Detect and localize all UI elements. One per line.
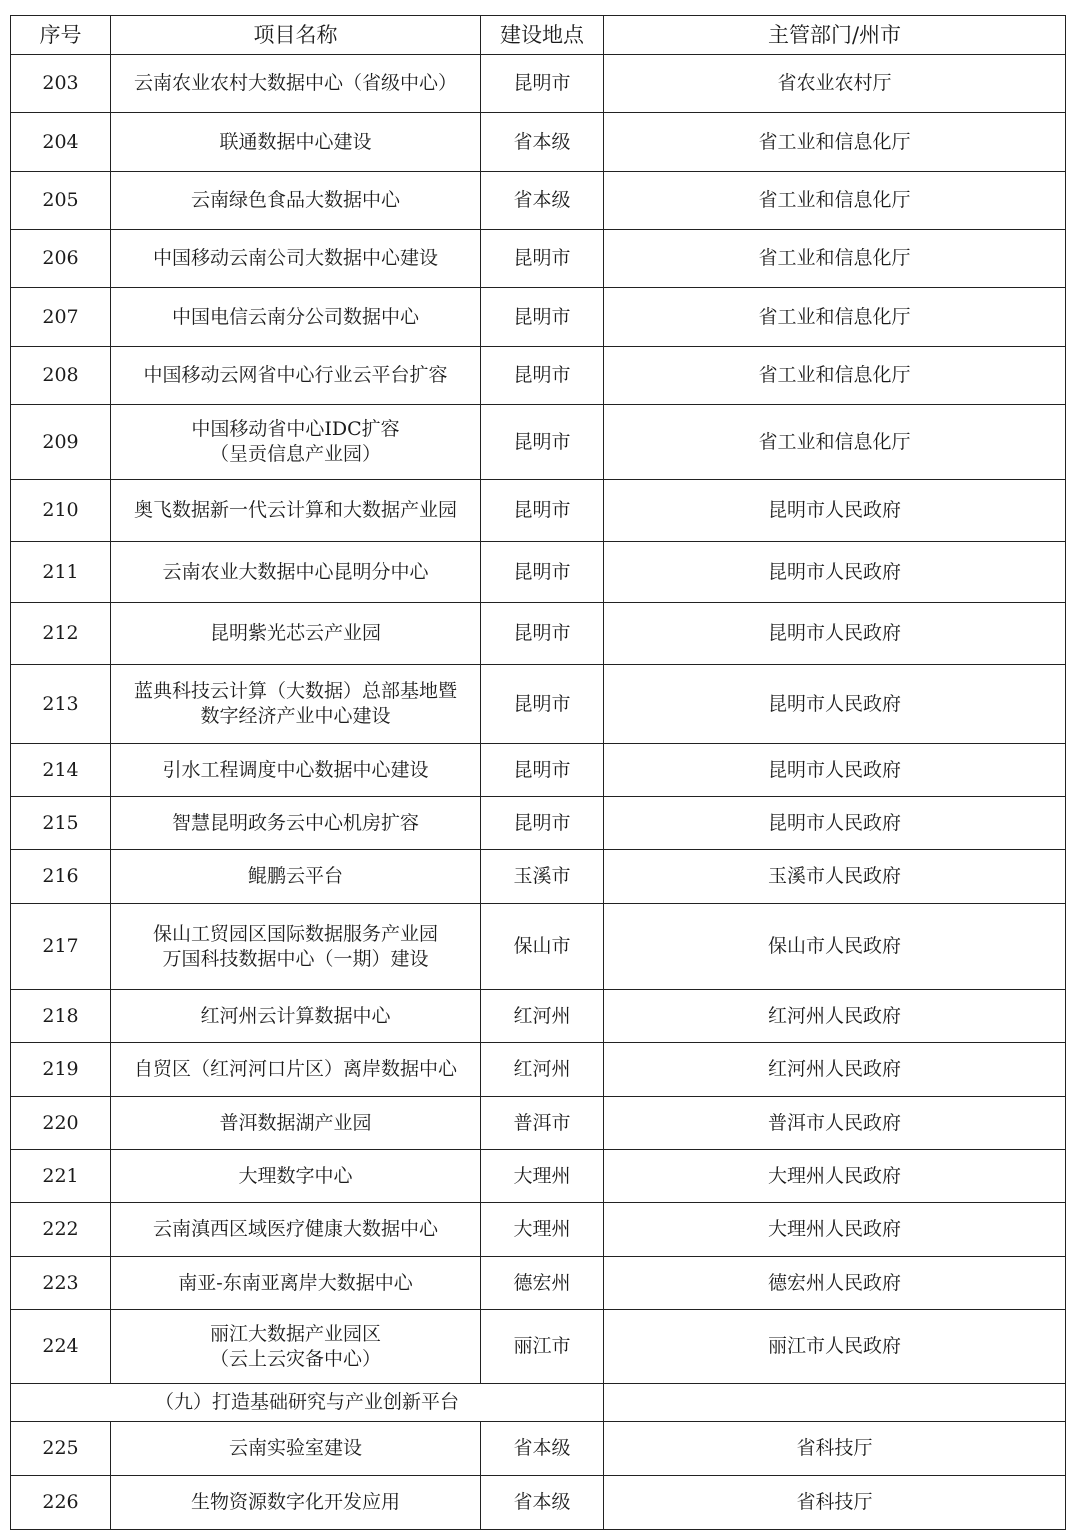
cell-name [111,542,481,603]
cell-name [111,665,481,744]
cell-no: 219 [11,1043,111,1097]
cell-department: 红河州人民政府 [604,990,1066,1043]
cell-department: 普洱市人民政府 [604,1097,1066,1150]
cell-location: 保山市 [481,904,604,990]
cell-name [111,1476,481,1530]
cell-department: 玉溪市人民政府 [604,850,1066,904]
cell-no: 211 [11,542,111,603]
cell-location: 省本级 [481,1422,604,1476]
cell-no: 208 [11,347,111,405]
cell-name [111,347,481,405]
cell-location: 昆明市 [481,288,604,347]
table-row [11,405,1066,480]
cell-location: 红河州 [481,1043,604,1097]
cell-name-line: 普洱数据湖产业园 [219,1111,372,1134]
cell-name-line: （云上云灾备中心） [209,1347,381,1370]
table-row [11,1203,1066,1257]
cell-no: 204 [11,113,111,172]
cell-name [111,1257,481,1310]
cell-name [111,1150,481,1203]
table-row [11,1476,1066,1530]
cell-no: 205 [11,172,111,230]
cell-location: 省本级 [481,1476,604,1530]
section-body [11,1384,1066,1422]
cell-department: 省科技厅 [604,1422,1066,1476]
cell-department: 大理州人民政府 [604,1150,1066,1203]
cell-no: 203 [11,55,111,113]
cell-department: 昆明市人民政府 [604,542,1066,603]
cell-name [111,904,481,990]
cell-location: 丽江市 [481,1310,604,1384]
table-row [11,1257,1066,1310]
cell-location: 玉溪市 [481,850,604,904]
cell-name-line: 云南农业大数据中心昆明分中心 [162,560,429,583]
table-row [11,1150,1066,1203]
cell-name-line: 奥飞数据新一代云计算和大数据产业园 [133,499,457,521]
cell-location: 昆明市 [481,744,604,797]
cell-name-line: 生物资源数字化开发应用 [190,1491,400,1513]
cell-name-line: 鲲鹏云平台 [247,865,343,887]
table-row [11,172,1066,230]
table-row [11,347,1066,405]
cell-department: 昆明市人民政府 [604,665,1066,744]
table-row [11,1043,1066,1097]
cell-name [111,850,481,904]
cell-no: 209 [11,405,111,480]
cell-name-line: 云南实验室建设 [228,1437,362,1459]
table-body [11,55,1066,1384]
cell-department: 昆明市人民政府 [604,603,1066,665]
table-row [11,744,1066,797]
cell-name-line: 蓝典科技云计算（大数据）总部基地暨 [133,680,457,702]
cell-department: 省工业和信息化厅 [604,230,1066,288]
cell-name-line: 南亚-东南亚离岸大数据中心 [178,1271,413,1294]
section-blank-cell [604,1384,1066,1422]
header-row [11,16,1066,55]
cell-location: 普洱市 [481,1097,604,1150]
cell-name [111,797,481,850]
cell-department: 省工业和信息化厅 [604,288,1066,347]
header-name: 项目名称 [111,16,481,55]
cell-name-line: 中国电信云南分公司数据中心 [171,305,419,328]
cell-name-line: 中国移动省中心IDC扩容 [191,418,400,440]
cell-department: 大理州人民政府 [604,1203,1066,1257]
cell-no: 214 [11,744,111,797]
cell-no: 217 [11,904,111,990]
cell-name [111,480,481,542]
cell-name-line: 联通数据中心建设 [219,130,372,153]
cell-name [111,55,481,113]
cell-no: 223 [11,1257,111,1310]
cell-location: 昆明市 [481,603,604,665]
cell-name-line: 引水工程调度中心数据中心建设 [162,758,429,781]
cell-no: 226 [11,1476,111,1530]
cell-name-line: 云南滇西区域医疗健康大数据中心 [152,1218,438,1240]
cell-location: 昆明市 [481,542,604,603]
table-row [11,542,1066,603]
cell-name-line: 中国移动云南公司大数据中心建设 [152,247,438,269]
table-row [11,480,1066,542]
cell-name [111,1422,481,1476]
cell-department: 省工业和信息化厅 [604,113,1066,172]
section-row [11,1384,1066,1422]
table-row [11,665,1066,744]
cell-department: 保山市人民政府 [604,904,1066,990]
cell-name [111,990,481,1043]
cell-name-line: 昆明紫光芯云产业园 [209,622,381,644]
cell-name [111,1310,481,1384]
cell-no: 218 [11,990,111,1043]
cell-name-line: 丽江大数据产业园区 [209,1322,381,1345]
cell-location: 省本级 [481,113,604,172]
header-no: 序号 [11,16,111,55]
cell-name [111,230,481,288]
cell-no: 213 [11,665,111,744]
cell-no: 225 [11,1422,111,1476]
cell-department: 昆明市人民政府 [604,480,1066,542]
cell-department: 昆明市人民政府 [604,797,1066,850]
cell-location: 大理州 [481,1150,604,1203]
cell-name-line: 自贸区（红河河口片区）离岸数据中心 [133,1058,457,1080]
cell-location: 省本级 [481,172,604,230]
cell-name-line: （呈贡信息产业园） [209,443,381,465]
cell-name-line: 红河州云计算数据中心 [200,1004,391,1027]
cell-location: 红河州 [481,990,604,1043]
cell-no: 206 [11,230,111,288]
header-location: 建设地点 [481,16,604,55]
table-row [11,113,1066,172]
cell-no: 222 [11,1203,111,1257]
cell-name-line: 保山工贸园区国际数据服务产业园 [152,922,438,945]
cell-name-line: 智慧昆明政务云中心机房扩容 [171,811,419,834]
cell-no: 221 [11,1150,111,1203]
header-department: 主管部门/州市 [604,16,1066,55]
cell-department: 省工业和信息化厅 [604,172,1066,230]
cell-location: 昆明市 [481,347,604,405]
cell-no: 215 [11,797,111,850]
cell-name [111,113,481,172]
cell-name [111,288,481,347]
table-row [11,797,1066,850]
table-row [11,904,1066,990]
cell-name-line: 云南农业农村大数据中心（省级中心） [133,72,457,94]
cell-name [111,603,481,665]
cell-name [111,744,481,797]
project-table [10,15,1066,1530]
table-body-2 [11,1422,1066,1530]
cell-no: 220 [11,1097,111,1150]
table-row [11,230,1066,288]
cell-location: 德宏州 [481,1257,604,1310]
cell-department: 省工业和信息化厅 [604,405,1066,480]
cell-no: 207 [11,288,111,347]
table-row [11,850,1066,904]
table-row [11,55,1066,113]
cell-name-line: 数字经济产业中心建设 [200,705,391,727]
table-row [11,990,1066,1043]
cell-name [111,1203,481,1257]
table-row [11,1422,1066,1476]
cell-name [111,405,481,480]
cell-location: 大理州 [481,1203,604,1257]
cell-department: 昆明市人民政府 [604,744,1066,797]
cell-no: 216 [11,850,111,904]
cell-department: 省工业和信息化厅 [604,347,1066,405]
cell-location: 昆明市 [481,405,604,480]
cell-department: 红河州人民政府 [604,1043,1066,1097]
cell-location: 昆明市 [481,55,604,113]
cell-department: 省农业农村厅 [604,55,1066,113]
table-row [11,1310,1066,1384]
cell-name [111,172,481,230]
cell-department: 德宏州人民政府 [604,1257,1066,1310]
cell-name [111,1097,481,1150]
cell-name-line: 中国移动云网省中心行业云平台扩容 [143,364,448,386]
table-row [11,288,1066,347]
cell-location: 昆明市 [481,797,604,850]
cell-name-line: 万国科技数据中心（一期）建设 [162,947,429,970]
cell-no: 224 [11,1310,111,1384]
table-row [11,603,1066,665]
cell-name-line: 云南绿色食品大数据中心 [190,189,400,211]
cell-name [111,1043,481,1097]
cell-department: 丽江市人民政府 [604,1310,1066,1384]
cell-no: 210 [11,480,111,542]
cell-location: 昆明市 [481,480,604,542]
table-row [11,1097,1066,1150]
cell-location: 昆明市 [481,665,604,744]
cell-name-line: 大理数字中心 [238,1164,353,1187]
section-title: （九）打造基础研究与产业创新平台 [11,1384,604,1422]
cell-department: 省科技厅 [604,1476,1066,1530]
cell-no: 212 [11,603,111,665]
cell-location: 昆明市 [481,230,604,288]
